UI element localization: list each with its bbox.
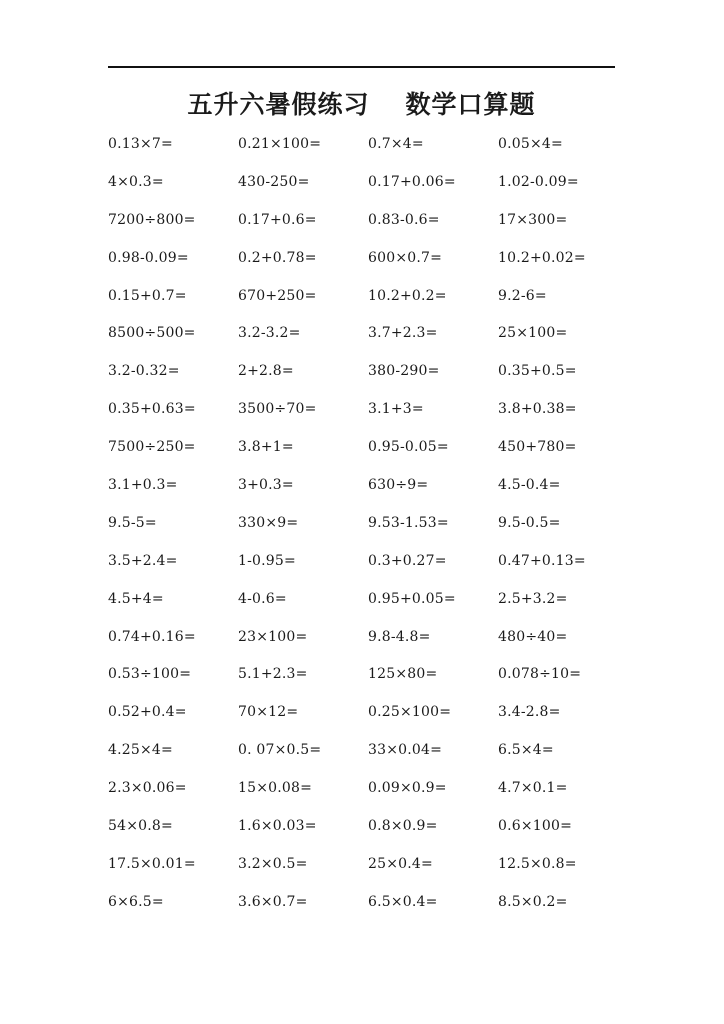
top-rule bbox=[108, 66, 615, 68]
problem-item: 0.6×100= bbox=[498, 817, 573, 834]
problem-item: 3.8+0.38= bbox=[498, 401, 577, 418]
problem-item: 430-250= bbox=[238, 173, 310, 190]
problem-item: 0.09×0.9= bbox=[368, 780, 447, 797]
title-left: 五升六暑假练习 bbox=[187, 90, 370, 119]
problem-item: 0.17+0.06= bbox=[368, 173, 456, 190]
problem-row bbox=[108, 239, 628, 277]
problem-item: 0.53÷100= bbox=[108, 666, 192, 683]
problem-item: 9.2-6= bbox=[498, 287, 547, 304]
problem-item: 12.5×0.8= bbox=[498, 855, 577, 872]
problem-item: 17.5×0.01= bbox=[108, 855, 196, 872]
problem-item: 4.25×4= bbox=[108, 742, 173, 759]
problem-item: 0.2+0.78= bbox=[238, 249, 317, 266]
problem-row bbox=[108, 542, 628, 580]
problem-item: 380-290= bbox=[368, 363, 440, 380]
problem-item: 6.5×4= bbox=[498, 742, 554, 759]
problem-item: 3.4-2.8= bbox=[498, 704, 561, 721]
problem-item: 15×0.08= bbox=[238, 780, 313, 797]
problem-item: 0.3+0.27= bbox=[368, 552, 447, 569]
problem-item: 3.2×0.5= bbox=[238, 855, 308, 872]
problem-item: 3.7+2.3= bbox=[368, 325, 438, 342]
problem-item: 70×12= bbox=[238, 704, 299, 721]
problem-item: 600×0.7= bbox=[368, 249, 443, 266]
problem-row bbox=[108, 352, 628, 390]
problem-item: 4.5-0.4= bbox=[498, 476, 561, 493]
problem-item: 0.52+0.4= bbox=[108, 704, 187, 721]
problem-item: 3.5+2.4= bbox=[108, 552, 178, 569]
problem-row bbox=[108, 466, 628, 504]
problem-item: 54×0.8= bbox=[108, 817, 173, 834]
problem-item: 25×0.4= bbox=[368, 855, 433, 872]
problem-row bbox=[108, 618, 628, 656]
problem-row bbox=[108, 428, 628, 466]
problem-item: 0.21×100= bbox=[238, 135, 322, 152]
problem-row bbox=[108, 277, 628, 315]
problem-item: 480÷40= bbox=[498, 628, 568, 645]
problem-row bbox=[108, 504, 628, 542]
problem-row bbox=[108, 655, 628, 693]
title-right: 数学口算题 bbox=[405, 90, 536, 119]
problem-item: 1.6×0.03= bbox=[238, 817, 317, 834]
problem-row bbox=[108, 693, 628, 731]
problem-item: 1-0.95= bbox=[238, 552, 296, 569]
problem-item: 1.02-0.09= bbox=[498, 173, 579, 190]
problem-item: 2.3×0.06= bbox=[108, 780, 187, 797]
problem-item: 0.13×7= bbox=[108, 135, 173, 152]
problem-item: 9.8-4.8= bbox=[368, 628, 431, 645]
problem-item: 3.2-0.32= bbox=[108, 363, 180, 380]
problem-item: 6×6.5= bbox=[108, 893, 164, 910]
problem-item: 5.1+2.3= bbox=[238, 666, 308, 683]
problem-item: 4-0.6= bbox=[238, 590, 287, 607]
problem-item: 0.7×4= bbox=[368, 135, 424, 152]
problem-item: 9.5-0.5= bbox=[498, 514, 561, 531]
problem-item: 0.05×4= bbox=[498, 135, 563, 152]
problem-item: 125×80= bbox=[368, 666, 438, 683]
problem-row bbox=[108, 845, 628, 883]
problem-item: 8.5×0.2= bbox=[498, 893, 568, 910]
problem-item: 0.83-0.6= bbox=[368, 211, 440, 228]
problem-item: 0.17+0.6= bbox=[238, 211, 317, 228]
problem-row bbox=[108, 807, 628, 845]
problem-item: 0.98-0.09= bbox=[108, 249, 189, 266]
problem-item: 2.5+3.2= bbox=[498, 590, 568, 607]
problem-item: 10.2+0.02= bbox=[498, 249, 586, 266]
problem-item: 4×0.3= bbox=[108, 173, 164, 190]
problem-item: 6.5×0.4= bbox=[368, 893, 438, 910]
problem-row bbox=[108, 883, 628, 921]
problem-item: 670+250= bbox=[238, 287, 317, 304]
problem-item: 7500÷250= bbox=[108, 439, 196, 456]
problem-item: 10.2+0.2= bbox=[368, 287, 447, 304]
problem-item: 0.35+0.5= bbox=[498, 363, 577, 380]
problem-item: 3+0.3= bbox=[238, 476, 294, 493]
problem-item: 33×0.04= bbox=[368, 742, 443, 759]
problem-row bbox=[108, 769, 628, 807]
problem-item: 23×100= bbox=[238, 628, 308, 645]
problem-item: 4.5+4= bbox=[108, 590, 164, 607]
problem-row bbox=[108, 314, 628, 352]
problem-item: 3.1+0.3= bbox=[108, 476, 178, 493]
problem-item: 17×300= bbox=[498, 211, 568, 228]
problem-row bbox=[108, 125, 628, 163]
problem-item: 630÷9= bbox=[368, 476, 429, 493]
problem-item: 0.95-0.05= bbox=[368, 439, 449, 456]
problem-item: 8500÷500= bbox=[108, 325, 196, 342]
problem-item: 9.53-1.53= bbox=[368, 514, 449, 531]
problem-item: 3.1+3= bbox=[368, 401, 424, 418]
problem-row bbox=[108, 580, 628, 618]
problem-item: 330×9= bbox=[238, 514, 299, 531]
problem-item: 0.25×100= bbox=[368, 704, 452, 721]
page-title bbox=[108, 88, 615, 122]
problem-row bbox=[108, 731, 628, 769]
problem-item: 0.15+0.7= bbox=[108, 287, 187, 304]
problem-item: 3.6×0.7= bbox=[238, 893, 308, 910]
problem-item: 0. 07×0.5= bbox=[238, 742, 322, 759]
problem-row bbox=[108, 163, 628, 201]
problem-item: 9.5-5= bbox=[108, 514, 157, 531]
problem-item: 3.8+1= bbox=[238, 439, 294, 456]
problem-item: 4.7×0.1= bbox=[498, 780, 568, 797]
problem-item: 25×100= bbox=[498, 325, 568, 342]
problem-item: 0.95+0.05= bbox=[368, 590, 456, 607]
problem-item: 3.2-3.2= bbox=[238, 325, 301, 342]
problem-item: 0.078÷10= bbox=[498, 666, 582, 683]
problem-item: 0.8×0.9= bbox=[368, 817, 438, 834]
problem-item: 2+2.8= bbox=[238, 363, 294, 380]
problem-item: 0.74+0.16= bbox=[108, 628, 196, 645]
problem-item: 3500÷70= bbox=[238, 401, 317, 418]
problem-grid bbox=[108, 125, 628, 921]
problem-item: 0.35+0.63= bbox=[108, 401, 196, 418]
problem-item: 7200÷800= bbox=[108, 211, 196, 228]
problem-row bbox=[108, 201, 628, 239]
problem-item: 0.47+0.13= bbox=[498, 552, 586, 569]
problem-item: 450+780= bbox=[498, 439, 577, 456]
problem-row bbox=[108, 390, 628, 428]
